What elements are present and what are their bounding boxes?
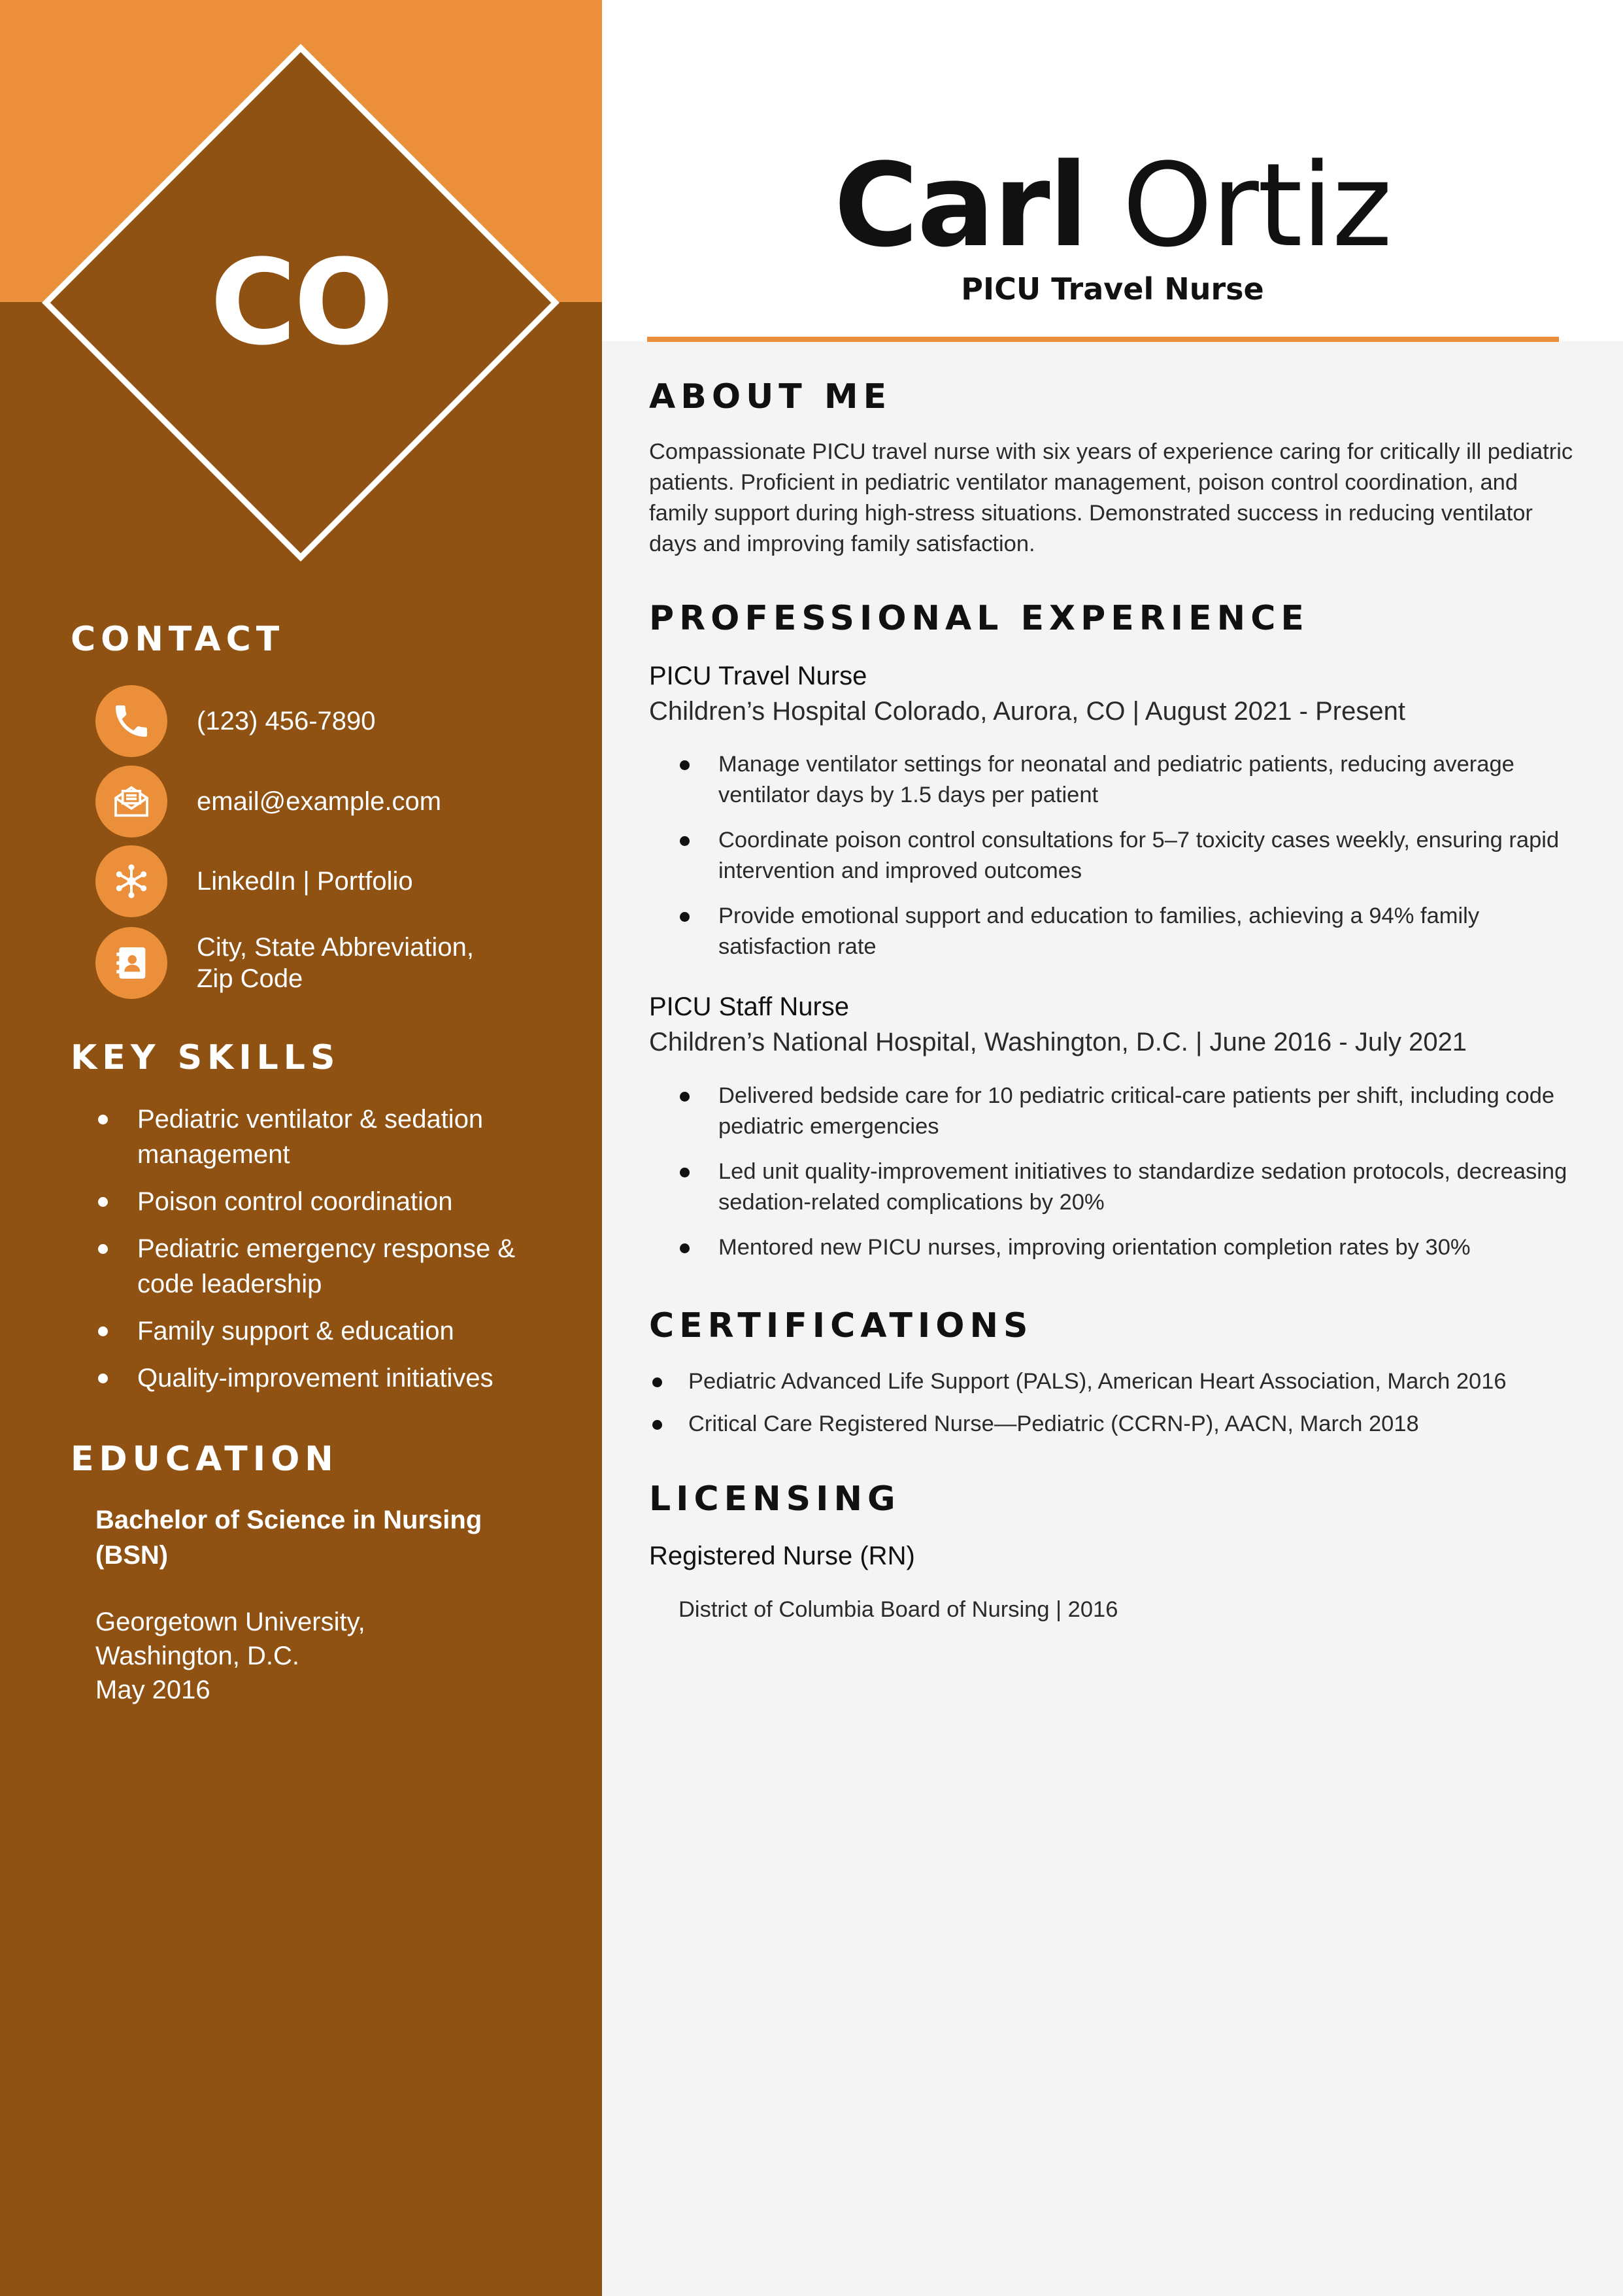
address [197, 932, 474, 994]
address-line-1: City, State Abbreviation, [197, 933, 474, 962]
graduation-date: May 2016 [95, 1676, 210, 1704]
licensing-heading: LICENSING [649, 1479, 901, 1519]
license-title: Registered Nurse (RN) [649, 1542, 915, 1570]
job-bullet: Provide emotional support and education to families, achieving a 94% family satisfaction rate [680, 901, 1595, 962]
contact-phone [95, 685, 376, 757]
certification-item: Critical Care Registered Nurse—Pediatric (CCRN-P), AACN, March 2018 [649, 1409, 1590, 1440]
contact-links [95, 845, 413, 917]
skill-item: Pediatric ventilator & sedation management [95, 1102, 553, 1172]
certifications-heading: CERTIFICATIONS [649, 1306, 1033, 1345]
job-bullet: Led unit quality-improvement initiatives to standardize sedation protocols, decreasing sedation-related complications by 20% [680, 1156, 1595, 1218]
skill-item: Pediatric emergency response & code leadership [95, 1231, 553, 1302]
job-bullet: Manage ventilator settings for neonatal and pediatric patients, reducing average ventilator days by 1.5 days per patient [680, 749, 1595, 811]
job-2-organization: Children’s National Hospital, Washington, D.C. | June 2016 - July 2021 [649, 1028, 1467, 1056]
job-1-organization: Children’s Hospital Colorado, Aurora, CO | August 2021 - Present [649, 697, 1405, 726]
phone-icon [95, 685, 167, 757]
about-text: Compassionate PICU travel nurse with six years of experience caring for critically ill pediatric patients. Proficient in pediatric ventilator management, poison control coordination, and family support during high-stress situations. Demonstrated success in reducing ventilator days and improving family satisfaction. [649, 439, 1573, 556]
education-degree: Bachelor of Science in Nursing (BSN) [95, 1506, 482, 1570]
last-name: Ortiz [1122, 139, 1392, 273]
job-bullet: Delivered bedside care for 10 pediatric critical-care patients per shift, including code pediatric emergencies [680, 1081, 1595, 1142]
experience-heading: PROFESSIONAL EXPERIENCE [649, 599, 1309, 638]
address-book-icon [95, 927, 167, 999]
certifications-list [649, 1366, 1590, 1451]
contact-address [95, 927, 474, 999]
school-name: Georgetown University, [95, 1608, 365, 1636]
education-school [95, 1605, 553, 1707]
contact-email [95, 766, 441, 837]
candidate-name [602, 139, 1623, 273]
job-2-bullets [680, 1081, 1595, 1277]
address-line-2: Zip Code [197, 964, 303, 993]
email-icon [95, 766, 167, 837]
job-2-title: PICU Staff Nurse [649, 992, 850, 1021]
license-detail: District of Columbia Board of Nursing | 2016 [678, 1597, 1118, 1622]
skill-item: Family support & education [95, 1313, 553, 1349]
certification-item: Pediatric Advanced Life Support (PALS), American Heart Association, March 2016 [649, 1366, 1590, 1397]
job-title: PICU Travel Nurse [961, 271, 1264, 307]
school-location: Washington, D.C. [95, 1642, 299, 1670]
contact-heading: CONTACT [71, 620, 285, 659]
skills-list [95, 1102, 553, 1408]
education-heading: EDUCATION [71, 1440, 339, 1479]
job-bullet: Mentored new PICU nurses, improving orientation completion rates by 30% [680, 1232, 1595, 1263]
skill-item: Quality-improvement initiatives [95, 1360, 553, 1396]
skills-heading: KEY SKILLS [71, 1038, 341, 1077]
job-bullet: Coordinate poison control consultations for 5–7 toxicity cases weekly, ensuring rapid intervention and improved outcomes [680, 825, 1595, 886]
network-icon [95, 845, 167, 917]
social-links[interactable]: LinkedIn | Portfolio [197, 867, 413, 896]
monogram: CO [210, 234, 392, 371]
first-name: Carl [833, 139, 1087, 273]
header-divider [647, 337, 1559, 342]
phone-number[interactable]: (123) 456-7890 [197, 707, 376, 735]
job-1-bullets [680, 749, 1595, 977]
skill-item: Poison control coordination [95, 1184, 553, 1219]
job-1-title: PICU Travel Nurse [649, 662, 867, 690]
about-heading: ABOUT ME [649, 377, 892, 416]
email-address[interactable]: email@example.com [197, 787, 442, 816]
